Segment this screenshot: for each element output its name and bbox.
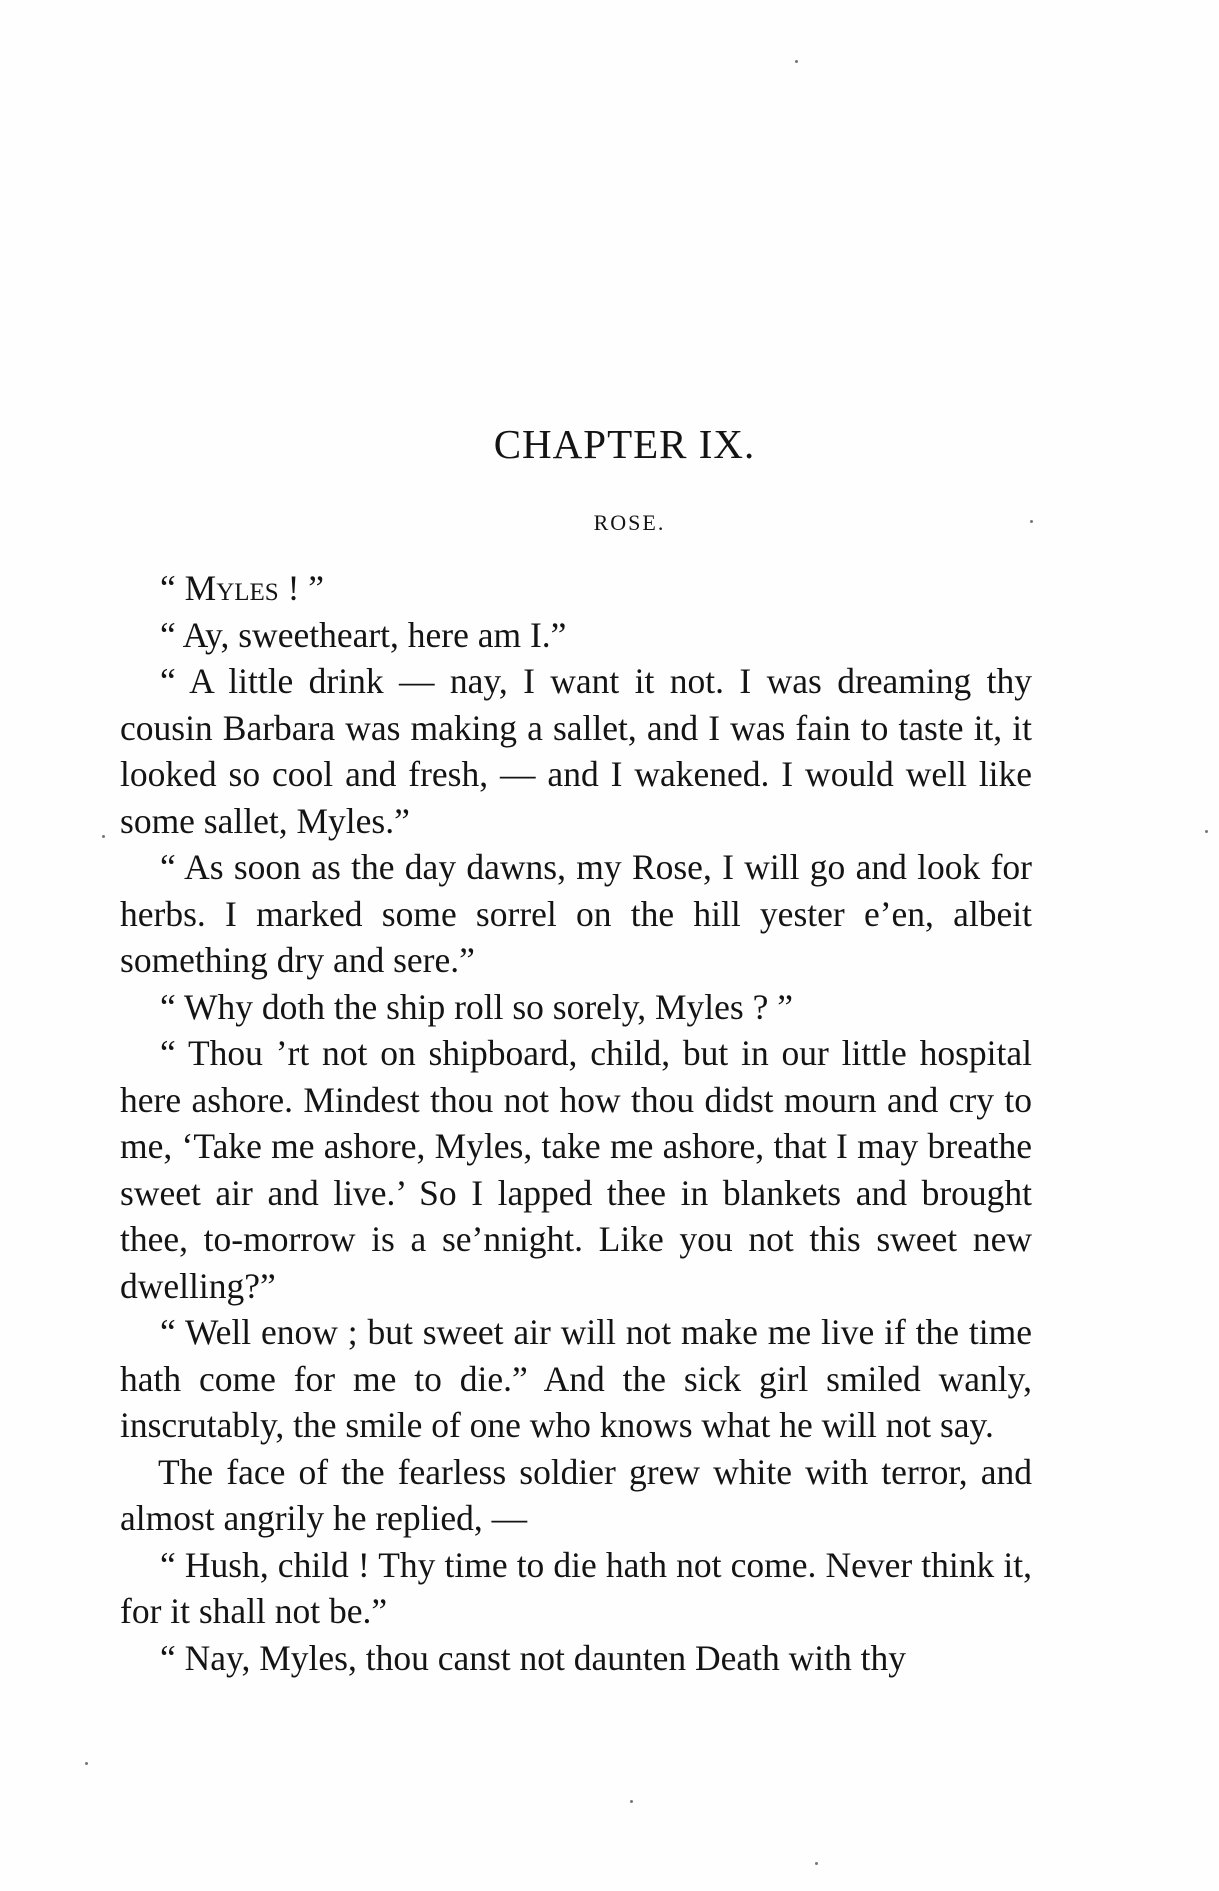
chapter-subtitle: ROSE. — [593, 510, 666, 535]
chapter-title: CHAPTER IX. — [493, 421, 756, 467]
paragraph: The face of the fearless soldier grew white with terror, and almost angrily he replied, — — [120, 1451, 1032, 1538]
body-text — [120, 565, 1032, 1681]
scan-speck — [85, 1762, 88, 1765]
scan-speck — [102, 835, 105, 838]
scan-speck — [630, 1800, 633, 1803]
scan-speck — [1030, 520, 1033, 523]
scan-speck — [795, 60, 798, 63]
paragraph: “ Ay, sweetheart, here am I.” — [160, 614, 567, 655]
scan-speck — [1205, 830, 1208, 833]
scan-speck — [815, 1862, 818, 1865]
paragraph: “ Myles ! ” — [160, 568, 325, 608]
paragraph: “ As soon as the day dawns, my Rose, I will go and look for herbs. I marked some sorrel on the hill yester e’en, albeit something dry and sere.” — [120, 847, 1032, 980]
paragraph: “ Why doth the ship roll so sorely, Myles ? ” — [160, 986, 793, 1027]
paragraph: “ Hush, child ! Thy time to die hath not come. Never think it, for it shall not be.” — [120, 1544, 1032, 1631]
paragraph: “ Well enow ; but sweet air will not make me live if the time hath come for me to die.” And the sick girl smiled wanly, inscrutably, the smile of one who knows what he will not say. — [120, 1312, 1032, 1445]
paragraph: “ A little drink — nay, I want it not. I was dreaming thy cousin Barbara was making a sallet, and I was fain to taste it, it looked so cool and fresh, — and I wakened. I would well like some sallet, Myles.” — [120, 661, 1032, 841]
paragraph: “ Thou ’rt not on shipboard, child, but in our little hospital here ashore. Mindest thou not how thou didst mourn and cry to me, ‘Take me ashore, Myles, take me ashore, that I may breathe sweet air and live.’ So I lapped thee in blankets and brought thee, to-morrow is a se’nnight. Like you not this sweet new dwelling?” — [120, 1033, 1032, 1306]
paragraph: “ Nay, Myles, thou canst not daunten Death with thy — [160, 1637, 907, 1678]
